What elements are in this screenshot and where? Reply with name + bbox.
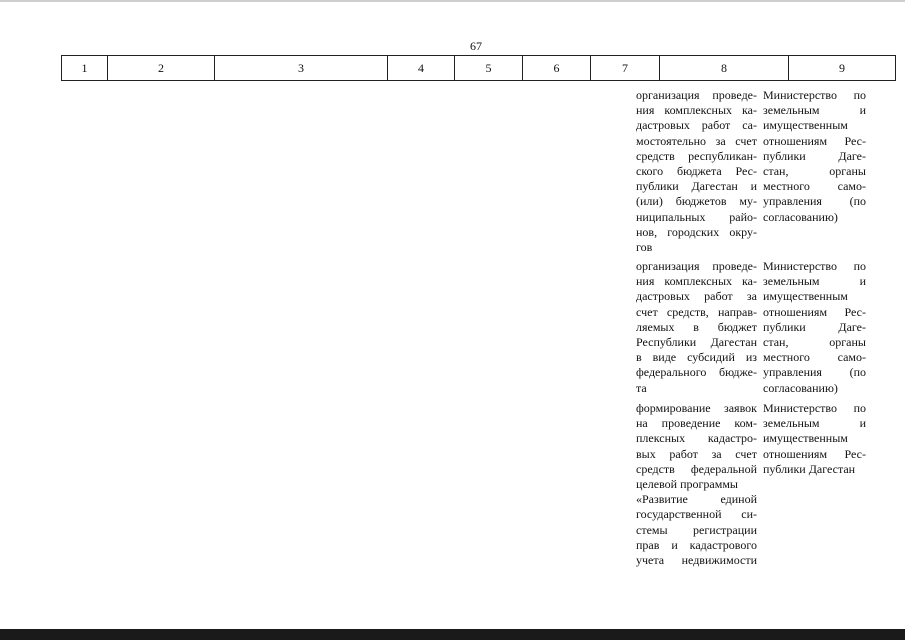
text-line: публики Даге- [763, 148, 866, 163]
text-line: имущественным [763, 431, 848, 446]
text-line: управления (по [763, 194, 866, 209]
text-line: Министерство по [763, 88, 866, 102]
text-line: целевой программы [636, 477, 738, 492]
text-line: мостоятельно за счет [636, 133, 757, 148]
text-line: дастровых работ за [636, 289, 757, 304]
text-line: средств республикан- [636, 148, 757, 163]
scan-bottom-edge [0, 629, 905, 640]
text-line: имущественным [763, 289, 848, 304]
text-line: отношениям Рес- [763, 133, 866, 148]
column-number-header [61, 55, 896, 81]
column-number-4: 4 [388, 56, 455, 81]
column-number-3: 3 [215, 56, 388, 81]
text-line: та [636, 380, 647, 395]
text-line: местного само- [763, 350, 866, 365]
executor-cell-row-3 [763, 401, 866, 477]
text-line: стемы регистрации [636, 522, 757, 537]
text-line: отношениям Рес- [763, 446, 866, 461]
column-number-5: 5 [455, 56, 523, 81]
text-line: Министерство по [763, 259, 866, 273]
text-line: плексных кадастро- [636, 431, 757, 446]
text-line: ниципальных райо- [636, 209, 757, 224]
text-line: дастровых работ са- [636, 118, 757, 133]
text-line: ского бюджета Рес- [636, 164, 757, 179]
text-line: имущественным [763, 118, 848, 133]
text-line: публики Дагестан и [636, 179, 757, 194]
page-number: 67 [470, 39, 482, 53]
text-line: «Развитие единой [636, 492, 757, 507]
text-line: организация проведе- [636, 259, 757, 273]
measure-cell-row-2 [636, 259, 757, 396]
executor-cell-row-1 [763, 88, 866, 225]
column-number-1: 1 [62, 56, 108, 81]
text-line: местного само- [763, 179, 866, 194]
text-line: управления (по [763, 365, 866, 380]
text-line: средств федеральной [636, 461, 757, 476]
text-line: стан, органы [763, 164, 866, 179]
text-line: Республики Дагестан [636, 335, 757, 350]
text-line: публики Дагестан [763, 461, 856, 476]
text-line: земельным и [763, 274, 866, 289]
text-line: ляемых в бюджет [636, 319, 757, 334]
text-line: земельным и [763, 416, 866, 431]
text-line: организация проведе- [636, 88, 757, 102]
executor-cell-row-2 [763, 259, 866, 396]
text-line: формирование заявок [636, 401, 757, 415]
text-line: ния комплексных ка- [636, 103, 757, 118]
text-line: государственной си- [636, 507, 757, 522]
text-line: нов, городских окру- [636, 224, 757, 239]
text-line: федерального бюдже- [636, 365, 757, 380]
measure-cell-row-1 [636, 88, 757, 255]
text-line: отношениям Рес- [763, 304, 866, 319]
text-line: счет средств, направ- [636, 304, 757, 319]
column-number-2: 2 [108, 56, 215, 81]
text-line: ния комплексных ка- [636, 274, 757, 289]
text-line: в виде субсидий из [636, 350, 757, 365]
column-number-8: 8 [660, 56, 789, 81]
text-line: стан, органы [763, 335, 866, 350]
text-line: согласованию) [763, 209, 838, 224]
text-line: прав и кадастрового [636, 537, 757, 552]
column-number-7: 7 [591, 56, 660, 81]
text-line: (или) бюджетов му- [636, 194, 757, 209]
text-line: гов [636, 240, 653, 255]
text-line: публики Даге- [763, 319, 866, 334]
text-line: учета недвижимости [636, 553, 757, 568]
text-line: земельным и [763, 103, 866, 118]
scan-top-edge [0, 0, 905, 2]
text-line: согласованию) [763, 380, 838, 395]
measure-cell-row-3 [636, 401, 757, 568]
text-line: Министерство по [763, 401, 866, 415]
column-number-6: 6 [523, 56, 591, 81]
column-number-9: 9 [789, 56, 896, 81]
text-line: вых работ за счет [636, 446, 757, 461]
text-line: на проведение ком- [636, 416, 757, 431]
